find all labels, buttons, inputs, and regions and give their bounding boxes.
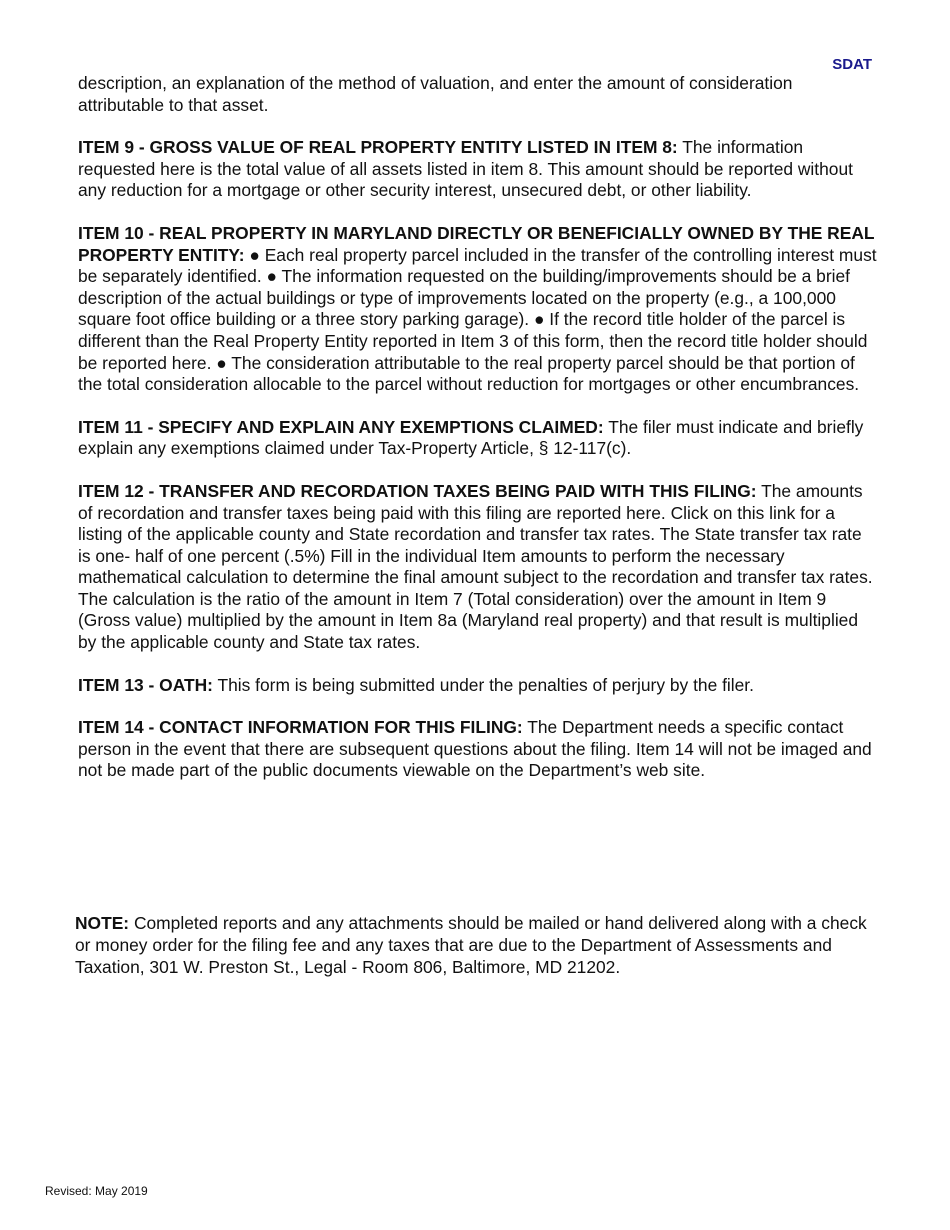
item-9-heading: ITEM 9 - GROSS VALUE OF REAL PROPERTY ENTITY LISTED IN ITEM 8: [78,137,678,158]
paragraph-continuation [78,73,878,116]
revised-date: Revised: May 2019 [45,1184,148,1198]
note-paragraph [75,912,880,978]
item-13-body: This form is being submitted under the penalties of perjury by the filer. [217,674,754,695]
instructions-body [78,73,878,803]
item-10-paragraph [78,223,878,396]
item-14-paragraph [78,717,878,782]
item-9-paragraph [78,137,878,202]
item-11-heading: ITEM 11 - SPECIFY AND EXPLAIN ANY EXEMPTIONS CLAIMED: [78,416,604,437]
item-12-paragraph [78,481,878,654]
item-14-body: The Department needs a specific contact person in the event that there are subsequent questions about the filing. Item 14 will not be imaged and not be made part of the public documents viewable on the Department’s web site. [78,717,872,781]
note-heading: NOTE: [75,913,130,933]
item-11-body: The filer must indicate and briefly explain any exemptions claimed under Tax-Property Article, § 12-117(c). [78,416,864,459]
item-13-paragraph [78,675,878,697]
item-12-heading: ITEM 12 - TRANSFER AND RECORDATION TAXES BEING PAID WITH THIS FILING: [78,480,757,501]
item-12-body: The amounts of recordation and transfer taxes being paid with this filing are reported here. Click on this link for a listing of the applicable county and State recordation and transfer tax rates. The State transfer tax rate is one- half of one percent (.5%) Fill in the individual Item amounts to perform the necessary mathematical calculation to determine the final amount subject to the recordation and transfer tax rates. The calculation is the ratio of the amount in Item 7 (Total consideration) over the amount in Item 9 (Gross value) multiplied by the amount in Item 8a (Maryland real property) and that result is multiplied by the applicable county and State tax rates. [78,480,873,653]
item-14-heading: ITEM 14 - CONTACT INFORMATION FOR THIS FILING: [78,717,523,738]
paragraph-body: description, an explanation of the method of valuation, and enter the amount of consideration attributable to that asset. [78,73,793,115]
item-10-heading: ITEM 10 - REAL PROPERTY IN MARYLAND DIRECTLY OR BENEFICIALLY OWNED BY THE REAL PROPERTY ENTITY: [78,222,875,265]
item-9-body: The information requested here is the total value of all assets listed in item 8. This amount should be reported without any reduction for a mortgage or other security interest, unsecured debt, or other liability. [78,137,853,201]
note-body: Completed reports and any attachments should be mailed or hand delivered along with a check or money order for the filing fee and any taxes that are due to the Department of Assessments and Taxation, 301 W. Preston St., Legal - Room 806, Baltimore, MD 21202. [75,913,867,977]
item-13-heading: ITEM 13 - OATH: [78,674,213,695]
item-10-body: ● Each real property parcel included in the transfer of the controlling interest must be separately identified. ● The information requested on the building/improvements should be a brief description of the actual buildings or type of improvements located on the property (e.g., a 100,000 square foot office building or a three story parking garage). ● If the record title holder of the parcel is different than the Real Property Entity reported in Item 3 of this form, then the record title holder should be reported here. ● The consideration attributable to the real property parcel should be that portion of the total consideration allocable to the parcel without reduction for mortgages or other encumbrances. [78,244,877,395]
item-11-paragraph [78,417,878,460]
agency-label: SDAT [832,56,872,73]
